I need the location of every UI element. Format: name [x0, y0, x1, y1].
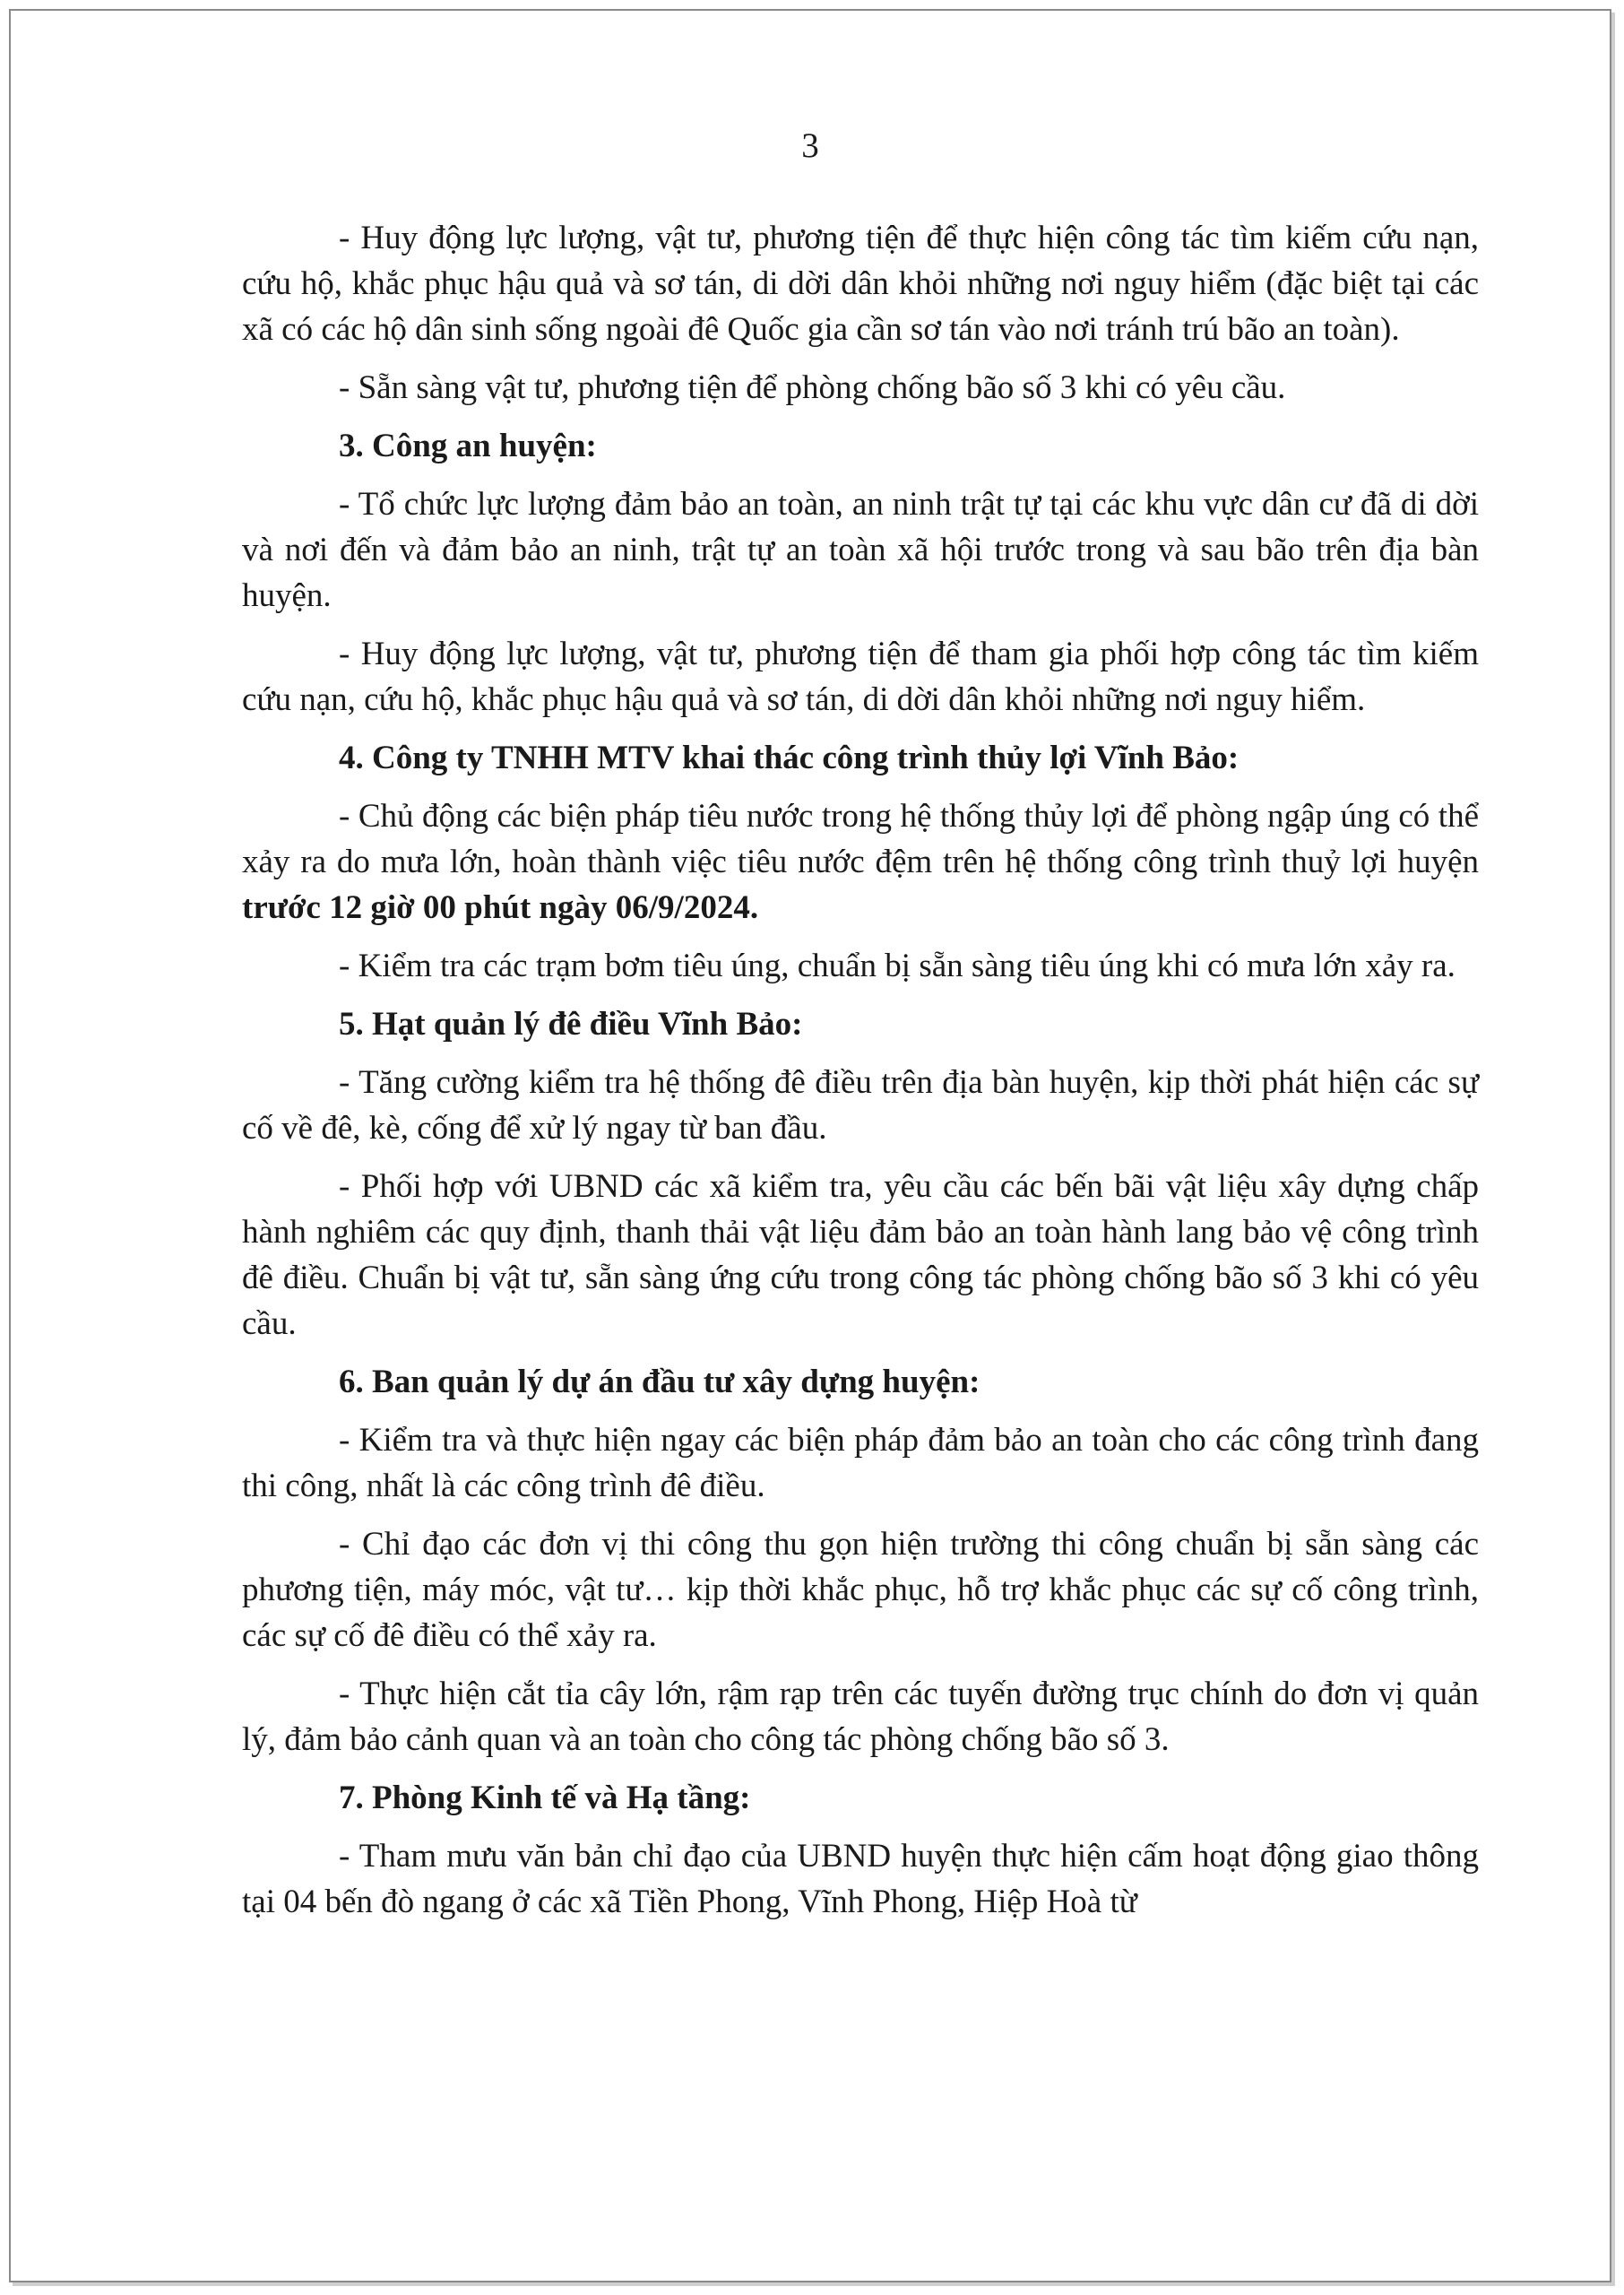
paragraph: - Tổ chức lực lượng đảm bảo an toàn, an ninh trật tự tại các khu vực dân cư đã di dời và nơi đến và đảm bảo an ninh, trật tự an toàn xã hội trước trong và sau bão trên địa bàn huyện.	[242, 486, 1479, 614]
paragraph: - Tham mưu văn bản chỉ đạo của UBND huyện thực hiện cấm hoạt động giao thông tại 04 bến đò ngang ở các xã Tiền Phong, Vĩnh Phong, Hiệp Hoà từ	[242, 1838, 1479, 1920]
paragraph: - Tăng cường kiểm tra hệ thống đê điều trên địa bàn huyện, kịp thời phát hiện các sự cố về đê, kè, cống để xử lý ngay từ ban đầu.	[242, 1064, 1479, 1147]
paragraph: - Kiểm tra các trạm bơm tiêu úng, chuẩn bị sẵn sàng tiêu úng khi có mưa lớn xảy ra.	[339, 948, 1456, 984]
paragraph: - Huy động lực lượng, vật tư, phương tiện để tham gia phối hợp công tác tìm kiếm cứu nạn, cứu hộ, khắc phục hậu quả và sơ tán, di dời dân khỏi những nơi nguy hiểm.	[242, 636, 1479, 718]
paragraph: - Kiểm tra và thực hiện ngay các biện pháp đảm bảo an toàn cho các công trình đang thi công, nhất là các công trình đê điều.	[242, 1422, 1479, 1504]
paragraph	[242, 793, 1479, 931]
paragraph: - Sẵn sàng vật tư, phương tiện để phòng chống bão số 3 khi có yêu cầu.	[339, 369, 1286, 406]
paragraph: - Chỉ đạo các đơn vị thi công thu gọn hiện trường thi công chuẩn bị sẵn sàng các phương tiện, máy móc, vật tư… kịp thời khắc phục, hỗ trợ khắc phục các sự cố công trình, các sự cố đê điều có thể xảy ra.	[242, 1526, 1479, 1654]
document-body	[242, 215, 1479, 1937]
section-heading: 7. Phòng Kinh tế và Hạ tầng:	[339, 1780, 751, 1816]
section-heading: 4. Công ty TNHH MTV khai thác công trình thủy lợi Vĩnh Bảo:	[339, 740, 1240, 776]
page-number: 3	[801, 126, 819, 165]
paragraph: - Phối hợp với UBND các xã kiểm tra, yêu cầu các bến bãi vật liệu xây dựng chấp hành nghiêm các quy định, thanh thải vật liệu đảm bảo an toàn hành lang bảo vệ công trình đê điều. Chuẩn bị vật tư, sẵn sàng ứng cứu trong công tác phòng chống bão số 3 khi có yêu cầu.	[242, 1168, 1479, 1342]
paragraph-text: - Chủ động các biện pháp tiêu nước trong hệ thống thủy lợi để phòng ngập úng có thể xảy ra do mưa lớn, hoàn thành việc tiêu nước đệm trên hệ thống công trình thuỷ lợi huyện	[242, 798, 1479, 880]
section-heading: 5. Hạt quản lý đê điều Vĩnh Bảo:	[339, 1006, 803, 1043]
document-page	[9, 9, 1611, 2282]
deadline-text: trước 12 giờ 00 phút ngày 06/9/2024.	[242, 889, 759, 926]
paragraph: - Huy động lực lượng, vật tư, phương tiện để thực hiện công tác tìm kiếm cứu nạn, cứu hộ, khắc phục hậu quả và sơ tán, di dời dân khỏi những nơi nguy hiểm (đặc biệt tại các xã có các hộ dân sinh sống ngoài đê Quốc gia cần sơ tán vào nơi tránh trú bão an toàn).	[242, 220, 1479, 348]
paragraph: - Thực hiện cắt tỉa cây lớn, rậm rạp trên các tuyến đường trục chính do đơn vị quản lý, đảm bảo cảnh quan và an toàn cho công tác phòng chống bão số 3.	[242, 1676, 1479, 1758]
section-heading: 3. Công an huyện:	[339, 428, 597, 464]
section-heading: 6. Ban quản lý dự án đầu tư xây dựng huyện:	[339, 1364, 980, 1400]
